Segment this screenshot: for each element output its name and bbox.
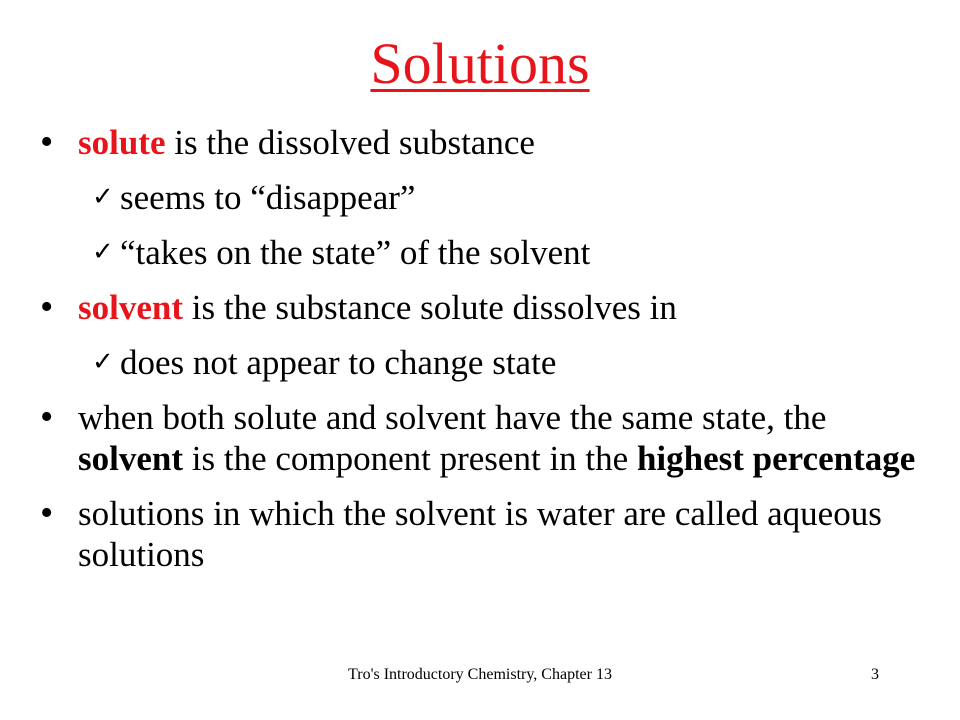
- bullet-icon: •: [40, 396, 54, 438]
- sub-item-disappear: [40, 177, 920, 218]
- bullet-text-rest: is the dissolved substance: [165, 123, 535, 162]
- slide-title: Solutions: [370, 31, 590, 96]
- bullet-text: [78, 397, 920, 479]
- bullet-icon: •: [40, 286, 54, 328]
- bullet-icon: •: [40, 121, 54, 163]
- footer-source: Tro's Introductory Chemistry, Chapter 13: [348, 666, 612, 683]
- checkmark-icon: ✓: [92, 347, 114, 377]
- term-solvent-bold: solvent: [78, 439, 183, 478]
- bullet-item-solute: [40, 122, 920, 163]
- page-number: 3: [871, 666, 879, 683]
- sub-item-change-state: [40, 342, 920, 383]
- bullet-text: [78, 287, 920, 328]
- term-highest-percentage: highest percentage: [636, 439, 916, 478]
- checkmark-icon: ✓: [92, 237, 114, 267]
- sub-item-text: seems to “disappear”: [120, 178, 416, 217]
- bullet-list: [40, 116, 920, 575]
- bullet-text-part1: when both solute and solvent have the same state, the: [78, 398, 827, 437]
- term-solvent: solvent: [78, 288, 183, 327]
- bullet-item-same-state: [40, 397, 920, 479]
- term-solute: solute: [78, 123, 166, 162]
- checkmark-icon: ✓: [92, 182, 114, 212]
- bullet-icon: •: [40, 492, 54, 534]
- sub-item-text: does not appear to change state: [120, 343, 557, 382]
- bullet-text-part2: is the component present in the: [183, 439, 637, 478]
- bullet-text-rest: is the substance solute dissolves in: [183, 288, 677, 327]
- bullet-text: solutions in which the solvent is water are called aqueous solutions: [78, 494, 882, 574]
- bullet-text: [78, 122, 920, 163]
- bullet-item-aqueous: [40, 493, 920, 575]
- bullet-item-solvent: [40, 287, 920, 328]
- sub-item-state: [40, 232, 920, 273]
- sub-item-text: “takes on the state” of the solvent: [120, 233, 591, 272]
